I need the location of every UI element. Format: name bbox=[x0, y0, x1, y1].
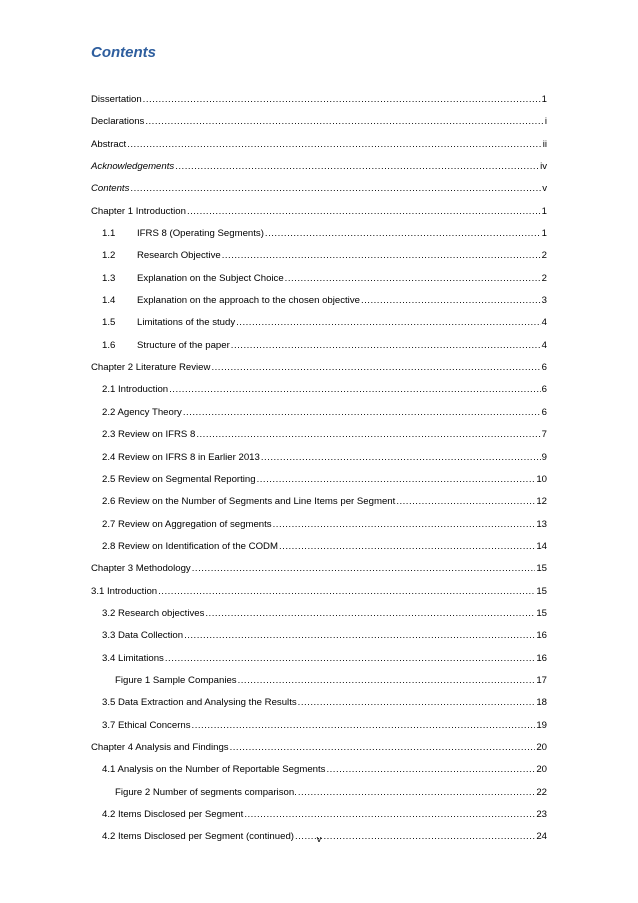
toc-entry-title: Declarations bbox=[91, 116, 145, 128]
toc-entry-title: Limitations of the study bbox=[137, 317, 236, 329]
toc-entry[interactable] bbox=[91, 340, 547, 362]
toc-dot-leader bbox=[396, 496, 535, 507]
toc-entry[interactable] bbox=[91, 94, 547, 116]
toc-entry-page: 1 bbox=[541, 205, 547, 217]
toc-entry-page: 6 bbox=[541, 362, 547, 374]
toc-dot-leader bbox=[169, 384, 541, 395]
toc-dot-leader bbox=[285, 273, 541, 284]
toc-entry-page: 15 bbox=[536, 563, 547, 575]
toc-entry-page: 1 bbox=[541, 94, 547, 105]
toc-entry-title: Structure of the paper bbox=[137, 339, 230, 351]
toc-dot-leader bbox=[196, 429, 540, 440]
toc-dot-leader bbox=[187, 206, 541, 217]
toc-dot-leader bbox=[230, 742, 536, 753]
toc-entry-page: 16 bbox=[536, 652, 547, 664]
toc-entry[interactable] bbox=[91, 228, 547, 250]
toc-entry[interactable] bbox=[91, 139, 547, 161]
toc-entry-title: Figure 2 Number of segments comparison. bbox=[115, 786, 297, 798]
toc-entry-page: iv bbox=[540, 161, 547, 173]
toc-entry[interactable] bbox=[91, 273, 547, 295]
toc-entry-page: 2 bbox=[541, 250, 547, 262]
toc-entry[interactable] bbox=[91, 541, 547, 563]
toc-entry-title: Chapter 1 Introduction bbox=[91, 205, 186, 217]
toc-entry[interactable] bbox=[91, 474, 547, 496]
toc-entry-title: 3.1 Introduction bbox=[91, 585, 158, 597]
toc-entry-page: 20 bbox=[536, 764, 547, 776]
toc-entry-page: 14 bbox=[536, 540, 547, 552]
toc-entry-page: 13 bbox=[536, 518, 547, 530]
toc-entry[interactable] bbox=[91, 742, 547, 764]
toc-entry[interactable] bbox=[91, 362, 547, 384]
toc-entry-number: 1.6 bbox=[102, 339, 116, 351]
toc-entry[interactable] bbox=[91, 183, 547, 205]
toc-dot-leader bbox=[143, 94, 541, 105]
toc-entry-page: 19 bbox=[536, 719, 547, 731]
toc-entry-title: Explanation on the approach to the chosen objective bbox=[137, 295, 360, 307]
toc-entry[interactable] bbox=[91, 675, 547, 697]
toc-dot-leader bbox=[238, 675, 536, 686]
toc-entry[interactable] bbox=[91, 608, 547, 630]
toc-dot-leader bbox=[265, 228, 541, 239]
toc-entry-page: 3 bbox=[541, 295, 547, 307]
toc-entry[interactable] bbox=[91, 161, 547, 183]
toc-dot-leader bbox=[298, 787, 536, 798]
toc-dot-leader bbox=[326, 764, 535, 775]
toc-entry-page: 4 bbox=[541, 339, 547, 351]
toc-entry[interactable] bbox=[91, 653, 547, 675]
toc-entry-title: 3.2 Research objectives bbox=[102, 607, 205, 619]
toc-dot-leader bbox=[145, 116, 544, 127]
toc-entry-title: Chapter 4 Analysis and Findings bbox=[91, 741, 229, 753]
toc-entry[interactable] bbox=[91, 317, 547, 339]
toc-entry-title: Figure 1 Sample Companies bbox=[115, 674, 237, 686]
toc-dot-leader bbox=[130, 183, 541, 194]
toc-entry-title: 4.1 Analysis on the Number of Reportable Segments bbox=[102, 764, 326, 776]
toc-dot-leader bbox=[244, 809, 535, 820]
toc-entry-page: 6 bbox=[541, 406, 547, 418]
toc-entry[interactable] bbox=[91, 630, 547, 652]
toc-entry-page: v bbox=[542, 183, 547, 195]
toc-entry-title: Explanation on the Subject Choice bbox=[137, 272, 284, 284]
toc-entry-page: 23 bbox=[536, 809, 547, 820]
toc-entry-page: 7 bbox=[541, 429, 547, 441]
toc-dot-leader bbox=[175, 161, 539, 172]
toc-entry[interactable] bbox=[91, 407, 547, 429]
toc-entry-title: Chapter 3 Methodology bbox=[91, 563, 191, 575]
toc-dot-leader bbox=[158, 586, 535, 597]
toc-entry[interactable] bbox=[91, 116, 547, 138]
toc-entry-page: 10 bbox=[536, 473, 547, 485]
toc-entry[interactable] bbox=[91, 809, 547, 831]
toc-dot-leader bbox=[184, 630, 535, 641]
toc-dot-leader bbox=[192, 563, 536, 574]
toc-entry-page: 6 bbox=[541, 384, 547, 396]
page-number: v bbox=[316, 834, 322, 845]
toc-entry-title: Acknowledgements bbox=[91, 161, 175, 173]
toc-entry-page: 2 bbox=[541, 272, 547, 284]
toc-entry[interactable] bbox=[91, 563, 547, 585]
contents-heading: Contents bbox=[91, 44, 156, 61]
toc-entry-page: i bbox=[544, 116, 547, 128]
toc-entry-page: 17 bbox=[536, 674, 547, 686]
toc-entry-title: 2.4 Review on IFRS 8 in Earlier 2013 bbox=[102, 451, 260, 463]
toc-entry-page: 9 bbox=[541, 451, 547, 463]
toc-dot-leader bbox=[205, 608, 535, 619]
toc-entry-page: 4 bbox=[541, 317, 547, 329]
toc-entry-title: 3.7 Ethical Concerns bbox=[102, 719, 191, 731]
toc-entry-page: 20 bbox=[536, 741, 547, 753]
toc-entry-page: 22 bbox=[536, 786, 547, 798]
toc-entry[interactable] bbox=[91, 697, 547, 719]
toc-entry-title: 4.2 Items Disclosed per Segment (continued) bbox=[102, 831, 294, 843]
toc-entry-title: 2.5 Review on Segmental Reporting bbox=[102, 473, 256, 485]
toc-entry-title: 2.6 Review on the Number of Segments and Line Items per Segment bbox=[102, 496, 396, 508]
toc-entry[interactable] bbox=[91, 452, 547, 474]
toc-entry-page: 16 bbox=[536, 630, 547, 642]
toc-entry-page: 24 bbox=[536, 831, 547, 843]
toc-entry-number: 1.2 bbox=[102, 250, 116, 262]
toc-entry-title: Contents bbox=[91, 183, 130, 195]
toc-entry-number: 1.1 bbox=[102, 228, 116, 240]
toc-entry-page: 18 bbox=[536, 697, 547, 709]
toc-entry-title: 2.1 Introduction bbox=[102, 384, 169, 396]
toc-entry[interactable] bbox=[91, 250, 547, 272]
toc-dot-leader bbox=[261, 452, 541, 463]
toc-dot-leader bbox=[222, 250, 541, 261]
toc-dot-leader bbox=[257, 474, 536, 485]
toc-dot-leader bbox=[361, 295, 541, 306]
toc-entry-title: 2.8 Review on Identification of the CODM bbox=[102, 540, 278, 552]
toc-entry-number: 1.5 bbox=[102, 317, 116, 329]
toc-dot-leader bbox=[211, 362, 540, 373]
toc-entry-title: Dissertation bbox=[91, 94, 142, 105]
toc-dot-leader bbox=[183, 407, 541, 418]
toc-entry[interactable] bbox=[91, 764, 547, 786]
toc-entry-page: 12 bbox=[536, 496, 547, 508]
toc-entry[interactable] bbox=[91, 429, 547, 451]
toc-dot-leader bbox=[231, 340, 541, 351]
toc-entry[interactable] bbox=[91, 295, 547, 317]
toc-entry[interactable] bbox=[91, 206, 547, 228]
toc-entry-title: 3.4 Limitations bbox=[102, 652, 164, 664]
toc-entry-title: Chapter 2 Literature Review bbox=[91, 362, 211, 374]
toc-entry[interactable] bbox=[91, 519, 547, 541]
toc-entry-title: 2.7 Review on Aggregation of segments bbox=[102, 518, 272, 530]
toc-entry-title: Abstract bbox=[91, 138, 127, 150]
toc-entry[interactable] bbox=[91, 586, 547, 608]
toc-entry-page: 15 bbox=[536, 607, 547, 619]
toc-entry-page: ii bbox=[542, 138, 547, 150]
toc-dot-leader bbox=[165, 653, 535, 664]
toc-entry[interactable] bbox=[91, 787, 547, 809]
toc-dot-leader bbox=[273, 519, 536, 530]
toc-entry-page: 15 bbox=[536, 585, 547, 597]
toc-entry-title: IFRS 8 (Operating Segments) bbox=[137, 228, 264, 240]
toc-dot-leader bbox=[279, 541, 535, 552]
toc-entry-title: 2.3 Review on IFRS 8 bbox=[102, 429, 196, 441]
toc-entry-number: 1.3 bbox=[102, 272, 116, 284]
toc-entry-page: 1 bbox=[541, 228, 547, 240]
toc-entry-title: 2.2 Agency Theory bbox=[102, 406, 182, 418]
toc-dot-leader bbox=[298, 697, 536, 708]
toc-entry[interactable] bbox=[91, 496, 547, 518]
toc-entry[interactable] bbox=[91, 384, 547, 406]
toc-entry-title: Research Objective bbox=[137, 250, 221, 262]
toc-entry-title: 3.3 Data Collection bbox=[102, 630, 184, 642]
toc-dot-leader bbox=[192, 720, 536, 731]
toc-entry[interactable] bbox=[91, 720, 547, 742]
toc-entry-title: 4.2 Items Disclosed per Segment bbox=[102, 809, 244, 820]
toc-dot-leader bbox=[236, 317, 541, 328]
toc-dot-leader bbox=[127, 139, 542, 150]
toc-entry-number: 1.4 bbox=[102, 295, 116, 307]
table-of-contents bbox=[91, 94, 547, 854]
toc-entry-title: 3.5 Data Extraction and Analysing the Results bbox=[102, 697, 297, 709]
